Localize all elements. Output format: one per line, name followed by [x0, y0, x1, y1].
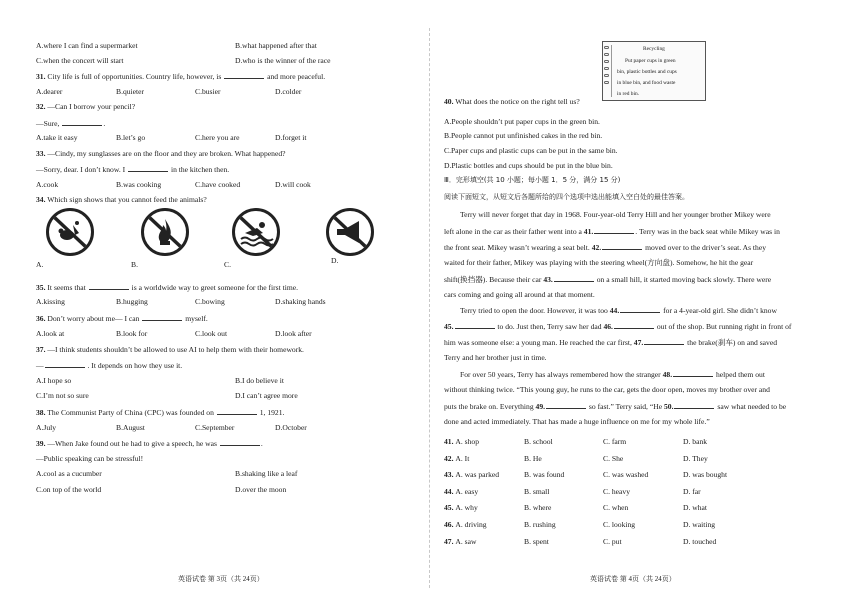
cloze-option-number: 42.	[444, 453, 456, 463]
passage-text: the brake(刹车) on and saved	[685, 338, 778, 348]
passage-text: so fast.” Terry said, “He	[587, 401, 664, 411]
q37-line2-pre: —	[36, 361, 44, 370]
no-feeding-sign-icon	[46, 208, 94, 256]
q39-option-d: D.over the moon	[235, 485, 287, 494]
blank-number: 42.	[591, 242, 602, 252]
cloze-option	[683, 454, 708, 464]
cloze-option-text: C. put	[603, 536, 622, 546]
q37-option-d: D.I can’t agree more	[235, 391, 298, 400]
q33-line2-pre: —Sorry, dear. I don’t know. I	[36, 165, 126, 174]
cloze-option	[524, 470, 564, 480]
q30-option-b: B.what happened after that	[235, 41, 317, 50]
q34-option-c: C.	[224, 260, 231, 269]
q39-option-b: B.shaking like a leaf	[235, 469, 298, 478]
cloze-option	[603, 487, 630, 497]
cloze-option-number: 45.	[444, 503, 456, 513]
passage-text: puts the brake on. Everything	[444, 401, 536, 411]
passage-text: shift(换挡器). Because their car	[444, 274, 544, 284]
q34-option-d: D.	[331, 256, 339, 265]
cloze-option-number: 43.	[444, 470, 456, 480]
q31-number: 31.	[36, 72, 46, 81]
cloze-blank	[602, 242, 642, 250]
cloze-option-text: A. why	[455, 503, 478, 513]
q33-line2	[36, 164, 229, 175]
blank-number: 46.	[603, 322, 613, 332]
passage-line	[460, 369, 765, 380]
q38-number: 38.	[36, 408, 46, 417]
cloze-blank	[554, 274, 594, 282]
passage-line	[444, 274, 771, 285]
q32-option-b: B.let’s go	[116, 133, 146, 142]
cloze-blank	[546, 401, 586, 409]
cloze-option-text: D. far	[683, 486, 701, 496]
cloze-option-text: D. bank	[683, 437, 708, 446]
cloze-option-text: A. easy	[455, 486, 479, 496]
q35-option-d: D.shaking hands	[275, 297, 326, 306]
q38-text-pre: The Communist Party of China (CPC) was founded on	[47, 408, 214, 417]
cloze-option-number: 44.	[444, 486, 456, 496]
cloze-option-text: C. She	[603, 453, 624, 463]
q39-line1-post: .	[260, 439, 263, 448]
passage-text: helped them out	[714, 370, 765, 379]
q34-number: 34.	[36, 195, 46, 204]
q37-option-b: B.I do believe it	[235, 376, 284, 385]
q34-option-a: A.	[36, 260, 44, 269]
cloze-option	[683, 487, 701, 497]
q32-number: 32.	[36, 102, 46, 111]
q34-option-b: B.	[131, 260, 138, 269]
q36-option-d: D.look after	[275, 329, 312, 338]
cloze-option-text: D. touched	[683, 536, 717, 546]
q34-stem	[36, 195, 207, 205]
cloze-option	[524, 537, 549, 547]
q36-number: 36.	[36, 314, 46, 323]
passage-line	[444, 385, 770, 395]
cloze-option	[603, 520, 635, 530]
q39-stem	[36, 438, 263, 449]
q37-option-c: C.I’m not so sure	[36, 391, 89, 400]
q39-option-a: A.cool as a cucumber	[36, 469, 102, 478]
cloze-blank	[673, 369, 713, 377]
q32-option-a: A.take it easy	[36, 133, 78, 142]
cloze-option-text: A. shop	[455, 437, 480, 446]
q38-option-b: B.August	[116, 423, 145, 432]
q38-option-a: A.July	[36, 423, 57, 432]
q32-stem	[36, 102, 135, 112]
q32-line2-pre: —Sure,	[36, 119, 60, 128]
blank-number: 43.	[543, 274, 553, 284]
cloze-option-text: D. They	[683, 453, 708, 463]
passage-text: cars coming and going all around at that moment.	[444, 289, 595, 299]
q36-option-a: A.look at	[36, 329, 65, 338]
q39-option-c: C.on top of the world	[36, 485, 102, 494]
cloze-blank	[594, 226, 634, 234]
cloze-option	[524, 520, 556, 530]
q37-number: 37.	[36, 345, 46, 354]
cloze-option-text: B. small	[524, 486, 550, 496]
q37-line2-post: . It depends on how they use it.	[87, 361, 183, 370]
cloze-option	[524, 437, 553, 447]
cloze-option	[524, 503, 551, 513]
q39-line1-pre: —When Jake found out he had to give a speech, he was	[47, 439, 217, 448]
q33-option-c: C.have cooked	[195, 180, 241, 189]
notice-line-2: bin, plastic bottles and cups	[617, 69, 677, 75]
passage-text: done and acted immediately. That has made a huge influence on me for my whole life.”	[444, 416, 710, 426]
cloze-option	[444, 537, 476, 547]
passage-text: Terry tried to open the door. However, it was too	[460, 306, 610, 316]
cloze-option	[683, 537, 716, 547]
q36-option-c: C.look out	[195, 329, 228, 338]
cloze-option	[603, 503, 628, 513]
q37-line2	[36, 360, 182, 371]
cloze-option-text: C. farm	[603, 437, 627, 446]
q35-number: 35.	[36, 283, 46, 292]
q32-line2	[36, 118, 105, 129]
q40-option-d: D.Plastic bottles and cups should be put in the blue bin.	[444, 161, 613, 170]
passage-text: him was someone else: a young man. He reached the car first,	[444, 338, 634, 348]
cloze-option-text: B. rushing	[524, 520, 556, 529]
passage-line	[460, 210, 771, 220]
q36-text-pre: Don’t worry about me— I can	[47, 314, 140, 323]
passage-text: left alone in the car as their father went into a	[444, 226, 584, 236]
passage-text: out of the shop. But running right in front of	[654, 322, 792, 332]
cloze-option-text: C. was washed	[603, 470, 649, 480]
q30-option-c: C.when the concert will start	[36, 56, 124, 65]
cloze-option-text: B. was found	[524, 470, 565, 480]
q35-stem	[36, 282, 298, 293]
passage-line	[444, 401, 786, 412]
passage-text: on a small hill, it started moving back slowly. There were	[594, 274, 772, 284]
cloze-option-text: B. where	[524, 503, 552, 513]
cloze-option-number: 46.	[444, 520, 456, 529]
passage-line	[444, 242, 766, 253]
cloze-option-text: A. It	[455, 453, 470, 463]
q33-line1: —Cindy, my sunglasses are on the floor and they are broken. What happened?	[47, 149, 286, 158]
passage-text: For over 50 years, Terry has always remembered how the stranger	[460, 370, 663, 379]
passage-text: the front seat. Mikey wasn’t wearing a seat belt.	[444, 242, 592, 252]
no-swimming-sign-icon	[232, 208, 280, 256]
page-footer-right: 英语试卷 第 4页（共 24页）	[590, 575, 676, 583]
q33-number: 33.	[36, 149, 46, 158]
cloze-blank	[620, 305, 660, 313]
q33-option-a: A.cook	[36, 180, 59, 189]
q38-option-c: C.September	[195, 423, 235, 432]
q31-text-post: and more peaceful.	[267, 72, 326, 81]
q31-option-c: C.busier	[195, 87, 221, 96]
q33-blank	[128, 164, 168, 172]
no-horn-sign-icon	[326, 208, 374, 256]
cloze-option	[683, 437, 707, 447]
q40-number: 40.	[444, 97, 454, 106]
passage-text: waited for their father, Mikey was playing with the steering wheel(方向盘). Somehow, he hit the gear	[444, 257, 754, 267]
passage-text: Terry and her brother just in time.	[444, 353, 547, 363]
q31-option-d: D.colder	[275, 87, 302, 96]
q35-option-c: C.bowing	[195, 297, 225, 306]
passage-text: without thinking twice. “This young guy, he runs to the car, gets the door open, moves my brother over and	[444, 384, 770, 394]
passage-text: to do. Just then, Terry saw her dad	[495, 322, 604, 332]
cloze-option	[524, 487, 549, 497]
blank-number: 49.	[535, 401, 546, 411]
cloze-option	[444, 437, 479, 447]
q33-line2-post: in the kitchen then.	[170, 165, 230, 174]
q40-option-a: A.People shouldn’t put paper cups in the green bin.	[444, 117, 600, 126]
passage-line	[444, 226, 780, 237]
q32-option-d: D.forget it	[275, 133, 307, 142]
q36-stem	[36, 313, 208, 324]
q33-option-d: D.will cook	[275, 180, 311, 189]
cloze-option-text: B. spent	[524, 536, 549, 546]
q37-stem	[36, 345, 304, 355]
q32-option-c: C.here you are	[195, 133, 240, 142]
q37-option-a: A.I hope so	[36, 376, 72, 385]
q30-option-a: A.where I can find a supermarket	[36, 41, 138, 50]
cloze-option-text: A. saw	[455, 536, 477, 546]
q31-stem	[36, 71, 325, 82]
notice-line-1: Put paper cups in green	[625, 58, 676, 64]
q32-line1: —Can I borrow your pencil?	[47, 102, 136, 111]
cloze-option-text: D. waiting	[683, 520, 716, 529]
q35-text-pre: It seems that	[47, 283, 86, 292]
passage-line	[444, 353, 547, 363]
cloze-option	[444, 520, 487, 530]
q39-line2: —Public speaking can be stressful!	[36, 454, 144, 463]
cloze-option-text: A. was parked	[455, 470, 500, 480]
q32-line2-post: .	[103, 119, 106, 128]
passage-line	[444, 258, 753, 268]
cloze-option-text: A. driving	[455, 520, 487, 529]
cloze-option	[603, 537, 622, 547]
cloze-option	[683, 503, 707, 513]
q39-number: 39.	[36, 439, 46, 448]
cloze-option-text: C. when	[603, 503, 629, 513]
blank-number: 41.	[583, 226, 594, 236]
q35-option-a: A.kissing	[36, 297, 65, 306]
blank-number: 45.	[444, 322, 454, 332]
q39-blank	[220, 438, 260, 446]
q37-line1: —I think students shouldn’t be allowed to use AI to help them with their homework.	[47, 345, 304, 354]
passage-text: . Terry was in the back seat while Mikey was in	[635, 226, 780, 236]
cloze-option	[524, 454, 542, 464]
blank-number: 44.	[609, 306, 620, 316]
q40-stem	[444, 97, 580, 107]
cloze-option-text: D. what	[683, 503, 708, 513]
q40-text: What does the notice on the right tell us?	[455, 97, 580, 106]
q31-option-b: B.quieter	[116, 87, 145, 96]
cloze-option	[603, 437, 626, 447]
q31-text-pre: City life is full of opportunities. Country life, however, is	[47, 72, 222, 81]
blank-number: 48.	[662, 370, 673, 379]
passage-line	[444, 321, 791, 332]
notice-title: Recycling	[643, 46, 665, 52]
q35-blank	[89, 282, 129, 290]
cloze-blank	[674, 401, 714, 409]
blank-number: 50.	[663, 401, 674, 411]
cloze-option-text: C. heavy	[603, 486, 630, 496]
passage-line	[444, 290, 595, 300]
passage-text: Terry will never forget that day in 1968. Four-year-old Terry Hill and her younger brother Mikey were	[460, 210, 771, 219]
cloze-option	[683, 520, 715, 530]
cloze-blank	[644, 337, 684, 345]
cloze-option-text: B. He	[524, 453, 542, 463]
blank-number: 47.	[633, 338, 644, 348]
notice-line-3: in blue bin, and food waste	[617, 80, 676, 86]
q34-text: Which sign shows that you cannot feed the animals?	[47, 195, 207, 204]
cloze-option	[444, 487, 478, 497]
notice-binding-rings	[604, 46, 610, 88]
passage-line	[444, 417, 710, 427]
q40-option-b: B.People cannot put unfinished cakes in the red bin.	[444, 131, 603, 140]
section-instruction: 阅读下面短文，从短文后各题所给的四个选项中选出能填入空白处的最佳答案。	[444, 193, 689, 201]
q33-stem	[36, 149, 286, 159]
cloze-blank	[455, 321, 495, 329]
section-title: Ⅲ．完形填空(共 10 小题；每小题 1．5 分，满分 15 分)	[444, 176, 621, 184]
cloze-blank	[614, 321, 654, 329]
cloze-option	[444, 503, 478, 513]
q36-text-post: myself.	[185, 314, 208, 323]
passage-line	[444, 337, 777, 348]
cloze-option	[444, 454, 469, 464]
cloze-option	[683, 470, 727, 480]
q35-text-post: is a worldwide way to greet someone for the first time.	[131, 283, 298, 292]
notice-line-4: in red bin.	[617, 91, 640, 97]
page-footer-left: 英语试卷 第 3页（共 24页）	[178, 575, 264, 583]
q32-blank	[62, 118, 102, 126]
cloze-option-text: B. school	[524, 437, 553, 446]
q33-option-b: B.was cooking	[116, 180, 162, 189]
q30-option-d: D.who is the winner of the race	[235, 56, 331, 65]
cloze-option	[444, 470, 499, 480]
q38-option-d: D.October	[275, 423, 307, 432]
recycling-notice	[602, 41, 706, 101]
q38-stem	[36, 407, 284, 418]
q38-text-post: 1, 1921.	[259, 408, 285, 417]
passage-line	[460, 305, 777, 316]
passage-text: moved over to the driver’s seat. As they	[643, 242, 766, 252]
q38-blank	[217, 407, 257, 415]
cloze-option	[603, 454, 623, 464]
no-fire-sign-icon	[141, 208, 189, 256]
q36-blank	[142, 313, 182, 321]
q31-blank	[224, 71, 264, 79]
cloze-option-text: D. was bought	[683, 470, 728, 480]
cloze-option-number: 41.	[444, 437, 456, 446]
q40-option-c: C.Paper cups and plastic cups can be put in the same bin.	[444, 146, 618, 155]
cloze-option	[603, 470, 648, 480]
q37-blank	[45, 360, 85, 368]
q36-option-b: B.look for	[116, 329, 148, 338]
q31-option-a: A.dearer	[36, 87, 63, 96]
passage-text: saw what needed to be	[715, 401, 787, 411]
passage-text: for a 4-year-old girl. She didn’t know	[661, 306, 777, 316]
cloze-option-text: C. looking	[603, 520, 636, 529]
q35-option-b: B.hugging	[116, 297, 148, 306]
cloze-option-number: 47.	[444, 536, 456, 546]
